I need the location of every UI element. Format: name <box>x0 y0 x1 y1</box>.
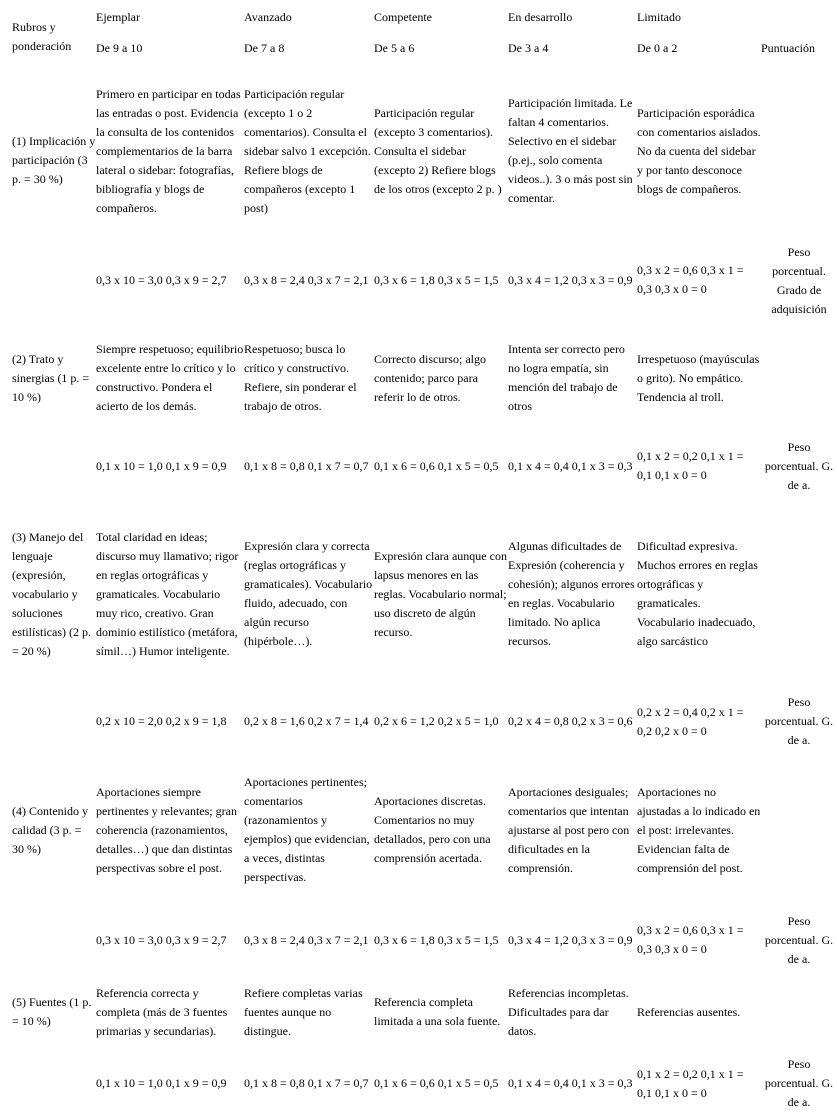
rubric-4-score-row <box>0 910 837 970</box>
rubric-4-descriptor-avanzado: Aportaciones pertinentes; comentarios (razonamientos y ejemplos) que evidencian, a veces, distintas perspectivas. <box>244 775 370 884</box>
rubric-2-name: (2) Trato y sinergias (1 p. = 10 %) <box>12 351 90 404</box>
rubric-2-puntuacion: Peso porcentual. G. de a. <box>764 439 834 492</box>
header-row-levels <box>0 0 837 35</box>
rubric-3-descriptor-en-desarrollo: Algunas dificultades de Expresión (coherencia y cohesión); algunos errores en reglas. Vocabulario limitado. No aplica recursos. <box>508 539 635 648</box>
rubric-1-descriptor-competente: Participación regular (excepto 3 comentarios). Consulta el sidebar (excepto 2) Refiere blogs de los otros (excepto 2 p. ) <box>374 105 502 196</box>
rubric-4-descriptor-row <box>0 750 837 910</box>
rubric-5-descriptor-en-desarrollo: Referencias incompletas. Dificultades para dar datos. <box>508 985 629 1038</box>
rubric-3-score-row <box>0 693 837 750</box>
rubric-3-score-limitado: 0,2 x 2 = 0,4 0,2 x 1 = 0,2 0,2 x 0 = 0 <box>637 704 744 738</box>
rubric-3-descriptor-competente: Expresión clara aunque con lapsus menores en las reglas. Vocabulario normal; uso discreto de algún recurso. <box>374 548 507 639</box>
rubric-4-score-competente: 0,3 x 6 = 1,8 0,3 x 5 = 1,5 <box>374 932 499 947</box>
rubric-1-score-competente: 0,3 x 6 = 1,8 0,3 x 5 = 1,5 <box>374 272 499 287</box>
rubric-1-name: (1) Implicación y participación (3 p. = 30 %) <box>12 133 96 186</box>
rubric-1-score-en-desarrollo: 0,3 x 4 = 1,2 0,3 x 3 = 0,9 <box>508 272 633 287</box>
rubric-1-score-row <box>0 241 837 319</box>
rubric-2-score-competente: 0,1 x 6 = 0,6 0,1 x 5 = 0,5 <box>374 458 499 473</box>
rubric-5-descriptor-avanzado: Refiere completas varias fuentes aunque no distingue. <box>244 985 363 1038</box>
rubric-2-descriptor-ejemplar: Siempre respetuoso; equilibrio excelente entre lo crítico y lo constructivo. Pondera el acierto de los demás. <box>96 342 244 413</box>
rubric-4-descriptor-en-desarrollo: Aportaciones desiguales; comentarios que intentan ajustarse al post pero con dificultades en la comprensión. <box>508 784 630 875</box>
rubric-3-score-en-desarrollo: 0,2 x 4 = 0,8 0,2 x 3 = 0,6 <box>508 714 633 728</box>
rubric-4-score-ejemplar: 0,3 x 10 = 3,0 0,3 x 9 = 2,7 <box>96 932 227 947</box>
rubric-5-score-ejemplar: 0,1 x 10 = 1,0 0,1 x 9 = 0,9 <box>96 1076 227 1090</box>
header-row-ranges <box>0 35 837 61</box>
rubric-1-score-limitado: 0,3 x 2 = 0,6 0,3 x 1 = 0,3 0,3 x 0 = 0 <box>637 263 744 296</box>
rubric-4-score-avanzado: 0,3 x 8 = 2,4 0,3 x 7 = 2,1 <box>244 932 369 947</box>
header-level-limitado: Limitado <box>637 10 681 24</box>
rubric-2-score-row <box>0 437 837 495</box>
rubric-5-score-row <box>0 1054 837 1113</box>
rubric-5-puntuacion: Peso porcentual. G. de a. <box>764 1057 834 1109</box>
header-puntuacion: Puntuación <box>761 40 815 55</box>
rubric-1-score-ejemplar: 0,3 x 10 = 3,0 0,3 x 9 = 2,7 <box>96 272 227 287</box>
rubric-2-score-ejemplar: 0,1 x 10 = 1,0 0,1 x 9 = 0,9 <box>96 458 227 473</box>
rubric-4-name: (4) Contenido y calidad (3 p. = 30 %) <box>12 803 88 856</box>
rubric-5-score-en-desarrollo: 0,1 x 4 = 0,4 0,1 x 3 = 0,3 <box>508 1076 633 1090</box>
header-range-ejemplar: De 9 a 10 <box>96 40 143 55</box>
rubric-4-descriptor-limitado: Aportaciones no ajustadas a lo indicado en el post: irrelevantes. Evidencian falta de comprensión del post. <box>637 784 761 875</box>
rubric-1-score-avanzado: 0,3 x 8 = 2,4 0,3 x 7 = 2,1 <box>244 272 369 287</box>
rubric-4-descriptor-ejemplar: Aportaciones siempre pertinentes y relevantes; gran coherencia (razonamientos, detalles…) que dan distintas perspectivas sobre el post. <box>96 784 237 875</box>
rubric-4-score-en-desarrollo: 0,3 x 4 = 1,2 0,3 x 3 = 0,9 <box>508 932 633 947</box>
rubric-1-descriptor-avanzado: Participación regular (excepto 1 o 2 comentarios). Consulta el sidebar salvo 1 excepción. Refiere blogs de compañeros (excepto 1 post) <box>244 86 371 215</box>
rubric-2-descriptor-avanzado: Respetuoso; busca lo crítico y constructivo. Refiere, sin ponderar el trabajo de otros. <box>244 342 357 413</box>
rubric-5-score-limitado: 0,1 x 2 = 0,2 0,1 x 1 = 0,1 0,1 x 0 = 0 <box>637 1066 744 1100</box>
header-range-en-desarrollo: De 3 a 4 <box>508 40 549 55</box>
rubric-5-descriptor-row <box>0 970 837 1054</box>
rubric-5-score-avanzado: 0,1 x 8 = 0,8 0,1 x 7 = 0,7 <box>244 1076 369 1090</box>
rubric-1-puntuacion: Peso porcentual. Grado de adquisición <box>771 245 827 316</box>
rubric-3-descriptor-row <box>0 495 837 693</box>
rubric-2-score-limitado: 0,1 x 2 = 0,2 0,1 x 1 = 0,1 0,1 x 0 = 0 <box>637 449 744 482</box>
rubric-1-descriptor-en-desarrollo: Participación limitada. Le faltan 4 comentarios. Selectivo en el sidebar (p.ej., solo comenta videos..). 3 o más post sin comentar. <box>508 96 633 205</box>
header-range-limitado: De 0 a 2 <box>637 40 678 55</box>
rubric-4-score-limitado: 0,3 x 2 = 0,6 0,3 x 1 = 0,3 0,3 x 0 = 0 <box>637 923 744 956</box>
rubric-5-descriptor-ejemplar: Referencia correcta y completa (más de 3 fuentes primarias y secundarias). <box>96 985 228 1038</box>
rubric-5-score-competente: 0,1 x 6 = 0,6 0,1 x 5 = 0,5 <box>374 1076 499 1090</box>
header-level-competente: Competente <box>374 10 432 24</box>
header-level-en-desarrollo: En desarrollo <box>508 10 573 24</box>
rubric-4-puntuacion: Peso porcentual. G. de a. <box>764 913 834 966</box>
rubric-2-descriptor-row <box>0 319 837 437</box>
rubric-3-score-ejemplar: 0,2 x 10 = 2,0 0,2 x 9 = 1,8 <box>96 714 227 728</box>
rubric-3-score-competente: 0,2 x 6 = 1,2 0,2 x 5 = 1,0 <box>374 714 499 728</box>
rubric-3-descriptor-avanzado: Expresión clara y correcta (reglas ortográficas y gramaticales). Vocabulario fluido, adecuado, con algún recurso (hipérbole…). <box>244 539 373 648</box>
header-range-competente: De 5 a 6 <box>374 40 415 55</box>
rubric-3-descriptor-limitado: Dificultad expresiva. Muchos errores en reglas ortográficas y gramaticales. Vocabulario inadecuado, algo sarcástico <box>637 539 758 648</box>
header-level-ejemplar: Ejemplar <box>96 10 140 24</box>
rubric-2-score-en-desarrollo: 0,1 x 4 = 0,4 0,1 x 3 = 0,3 <box>508 458 633 473</box>
rubric-3-score-avanzado: 0,2 x 8 = 1,6 0,2 x 7 = 1,4 <box>244 714 369 728</box>
rubric-3-name: (3) Manejo del lenguaje (expresión, vocabulario y soluciones estilísticas) (2 p. = 20 %) <box>12 529 91 658</box>
rubric-5-descriptor-competente: Referencia completa limitada a una sola fuente. <box>374 995 501 1028</box>
rubric-2-score-avanzado: 0,1 x 8 = 0,8 0,1 x 7 = 0,7 <box>244 458 369 473</box>
rubric-5-descriptor-limitado: Referencias ausentes. <box>637 1004 741 1019</box>
rubric-1-descriptor-limitado: Participación esporádica con comentarios aislados. No da cuenta del sidebar y por tanto desconoce blogs de compañeros. <box>637 105 761 196</box>
rubric-3-puntuacion: Peso porcentual. G. de a. <box>764 695 834 747</box>
rubric-2-descriptor-competente: Correcto discurso; algo contenido; parco para referir lo de otros. <box>374 351 486 404</box>
header-range-avanzado: De 7 a 8 <box>244 40 285 55</box>
rubric-3-descriptor-ejemplar: Total claridad en ideas; discurso muy llamativo; rigor en reglas ortográficas y gramaticales. Vocabulario muy rico, creativo. Gran dominio estilístico (metáfora, símil…) Humor inteligente. <box>96 529 239 658</box>
header-level-avanzado: Avanzado <box>244 10 292 24</box>
rubric-2-descriptor-en-desarrollo: Intenta ser correcto pero no logra empatía, sin mención del trabajo de otros <box>508 342 625 413</box>
header-rubros: Rubros y ponderación <box>12 19 72 53</box>
rubric-5-name: (5) Fuentes (1 p. = 10 %) <box>12 995 92 1028</box>
rubric-1-descriptor-ejemplar: Primero en participar en todas las entradas o post. Evidencia la consulta de los contenidos complementarios de la barra lateral o sidebar: fotografías, bibliografía y blogs de compañeros. <box>96 86 241 215</box>
rubric-2-descriptor-limitado: Irrespetuoso (mayúsculas o grito). No empático. Tendencia al troll. <box>637 351 760 404</box>
rubric-1-descriptor-row <box>0 61 837 241</box>
rubric-4-descriptor-competente: Aportaciones discretas. Comentarios no muy detallados, pero con una comprensión acertada. <box>374 794 491 865</box>
